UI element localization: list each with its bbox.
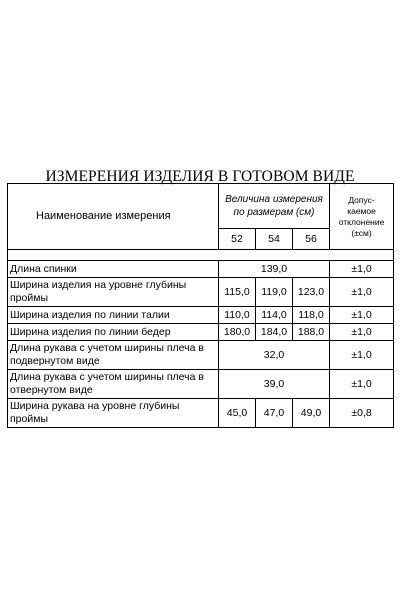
measurement-value: 119,0 <box>256 278 293 307</box>
table-row <box>8 324 394 341</box>
header-measurement-name: Наименование измерения <box>8 184 219 250</box>
header-size-line2: по размерам (см) <box>233 207 315 218</box>
tolerance-value: ±1,0 <box>330 307 394 324</box>
page-title: ИЗМЕРЕНИЯ ИЗДЕЛИЯ В ГОТОВОМ ВИДЕ <box>45 168 355 185</box>
table-row <box>8 278 394 307</box>
measurements-table <box>7 183 394 428</box>
tolerance-value: ±1,0 <box>330 324 394 341</box>
measurement-value: 32,0 <box>219 341 330 370</box>
tolerance-value: ±1,0 <box>330 261 394 278</box>
measurement-value: 180,0 <box>219 324 256 341</box>
measurement-name: Ширина изделия по линии талии <box>8 307 219 324</box>
size-52: 52 <box>219 229 256 250</box>
measurement-name: Длина рукава с учетом ширины плеча в подвернутом виде <box>8 341 219 370</box>
measurement-value: 115,0 <box>219 278 256 307</box>
measurement-value: 49,0 <box>293 399 330 428</box>
table-row <box>8 370 394 399</box>
table-row <box>8 341 394 370</box>
measurement-value: 110,0 <box>219 307 256 324</box>
measurement-value: 45,0 <box>219 399 256 428</box>
table-row <box>8 261 394 278</box>
measurement-name: Ширина изделия на уровне глубины проймы <box>8 278 219 307</box>
tolerance-value: ±1,0 <box>330 341 394 370</box>
header-size-line1: Величина измерения <box>225 194 323 205</box>
tolerance-value: ±0,8 <box>330 399 394 428</box>
header-tolerance: Допус- каемое отклонение (±см) <box>330 184 394 250</box>
measurement-name: Длина спинки <box>8 261 219 278</box>
measurement-name: Ширина изделия по линии бедер <box>8 324 219 341</box>
header-row <box>8 184 394 229</box>
header-size-values <box>219 184 330 229</box>
size-54: 54 <box>256 229 293 250</box>
measurement-value: 184,0 <box>256 324 293 341</box>
tolerance-value: ±1,0 <box>330 278 394 307</box>
table-row <box>8 307 394 324</box>
tolerance-value: ±1,0 <box>330 370 394 399</box>
measurement-value: 118,0 <box>293 307 330 324</box>
table-row <box>8 399 394 428</box>
measurement-value: 123,0 <box>293 278 330 307</box>
measurement-value: 188,0 <box>293 324 330 341</box>
measurement-value: 47,0 <box>256 399 293 428</box>
spacer-row <box>8 250 394 261</box>
measurement-value: 114,0 <box>256 307 293 324</box>
measurement-value: 139,0 <box>219 261 330 278</box>
size-56: 56 <box>293 229 330 250</box>
measurement-name: Длина рукава с учетом ширины плеча в отвернутом виде <box>8 370 219 399</box>
measurement-value: 39,0 <box>219 370 330 399</box>
measurement-name: Ширина рукава на уровне глубины проймы <box>8 399 219 428</box>
